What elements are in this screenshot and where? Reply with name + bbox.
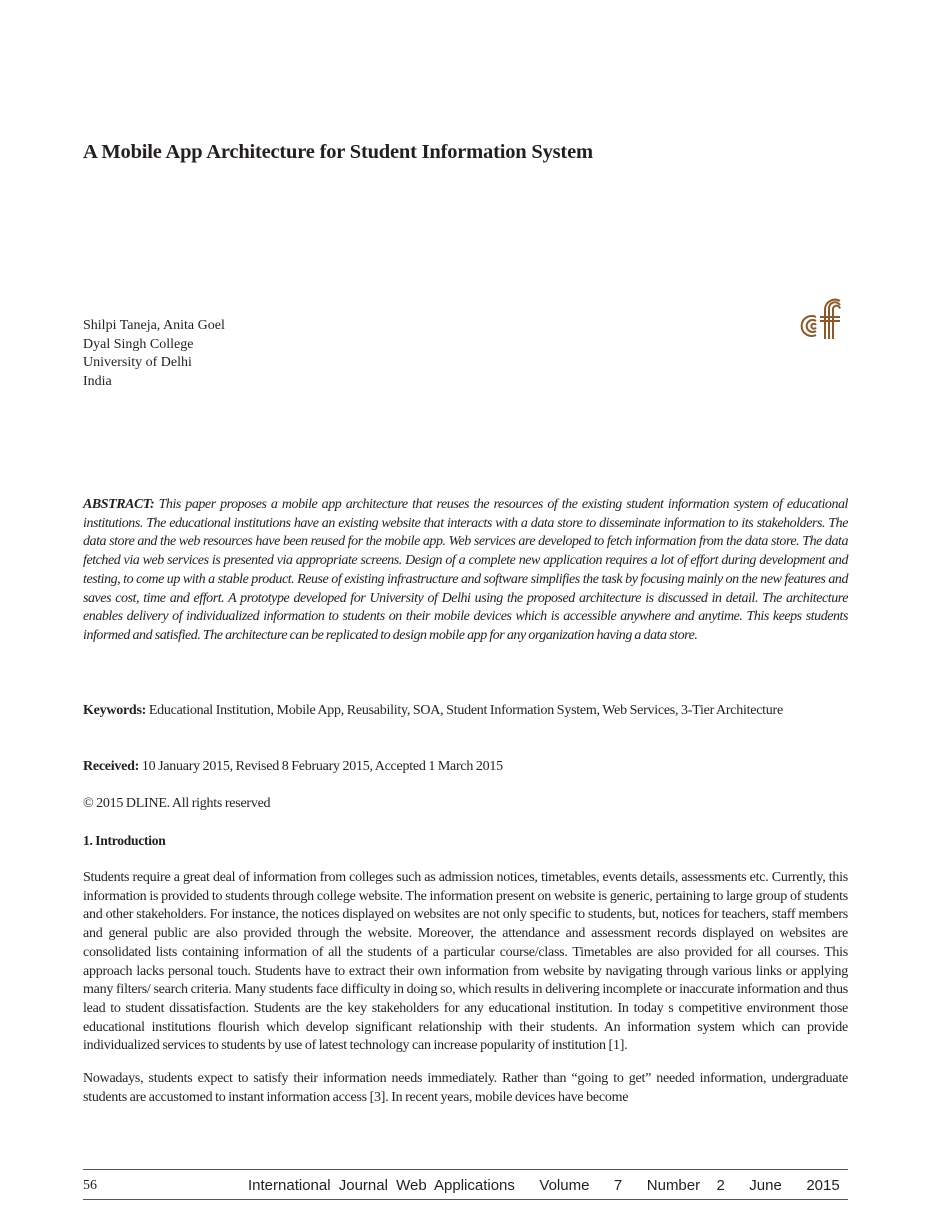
- received-text: 10 January 2015, Revised 8 February 2015, Accepted 1 March 2015: [141, 759, 503, 774]
- intro-paragraph-2: Nowadays, students expect to satisfy their information needs immediately. Rather than “going to get” needed information, undergraduate students are accustomed to instant information access [3]. In recent years, mobile devices have become: [83, 1071, 848, 1105]
- intro-paragraph-1: Students require a great deal of information from colleges such as admission notices, timetables, events details, assessments etc. Currently, this information is provided to students through college website. The information present on website is generic, pertaining to large group of students and other stakeholders. For instance, the notices displayed on websites are not only specific to students, but, notices for teachers, staff members and general public are also provided through the website. Moreover, the attendance and assessment records displayed on websites are consolidated lists containing information of all the students of a particular course/class. Timetables are also provided for all courses. This approach lacks personal touch. Students have to extract their own information from website by navigating through various links or applying many filters/ search criteria. Many students face difficulty in doing so, which results in delivering incomplete or inaccurate information and thus lead to student dissatisfaction. Students are the key stakeholders for any educational institution. In today s competitive environment those educational institutions flourish which develop significant relationship with their students. An information system which can provide individualized services to students by use of latest technology can increase popularity of institution [1].: [83, 870, 848, 1054]
- footer-bottom-rule: [83, 1199, 848, 1200]
- page-number: 56: [83, 1178, 97, 1193]
- author-names: Shilpi Taneja, Anita Goel: [83, 318, 225, 333]
- paper-title: A Mobile App Architecture for Student Information System: [83, 141, 593, 163]
- section-heading: 1. Introduction: [83, 833, 166, 848]
- author-block: [83, 317, 225, 392]
- keywords-label: Keywords:: [83, 703, 147, 718]
- abstract: [83, 496, 848, 646]
- received-dates: [83, 758, 848, 777]
- affiliation-country: India: [83, 374, 112, 390]
- publisher-logo-icon: [796, 295, 844, 343]
- copyright: © 2015 DLINE. All rights reserved: [83, 796, 271, 811]
- journal-info: International Journal Web Applications Volume 7 Number 2 June 2015: [248, 1177, 840, 1194]
- keywords-text: Educational Institution, Mobile App, Reusability, SOA, Student Information System, Web Services, 3-Tier Architecture: [148, 703, 783, 718]
- abstract-label: ABSTRACT:: [83, 497, 155, 512]
- footer-top-rule: [83, 1169, 848, 1170]
- received-label: Received:: [83, 759, 140, 774]
- affiliation-university: University of Delhi: [83, 355, 192, 371]
- affiliation-college: Dyal Singh College: [83, 336, 194, 352]
- abstract-text: This paper proposes a mobile app architecture that reuses the resources of the existing student information system of educational institutions. The educational institutions have an existing website that interacts with a data store to disseminate information to its stakeholders. The data store and the web resources have been reused for the mobile app. Web services are developed to fetch information from the data store. The data fetched via web services is presented via appropriate screens. Design of a complete new application requires a lot of effort during development and testing, to come up with a stable product. Reuse of existing infrastructure and software simplifies the task by focusing mainly on the new features and saves cost, time and effort. A prototype developed for University of Delhi using the proposed architecture is discussed in detail. The architecture enables delivery of individualized information to students on their mobile devices which is accessible anywhere and anytime. This keeps students informed and satisfied. The architecture can be replicated to design mobile app for any organization having a data store.: [83, 497, 848, 643]
- keywords: [83, 702, 848, 721]
